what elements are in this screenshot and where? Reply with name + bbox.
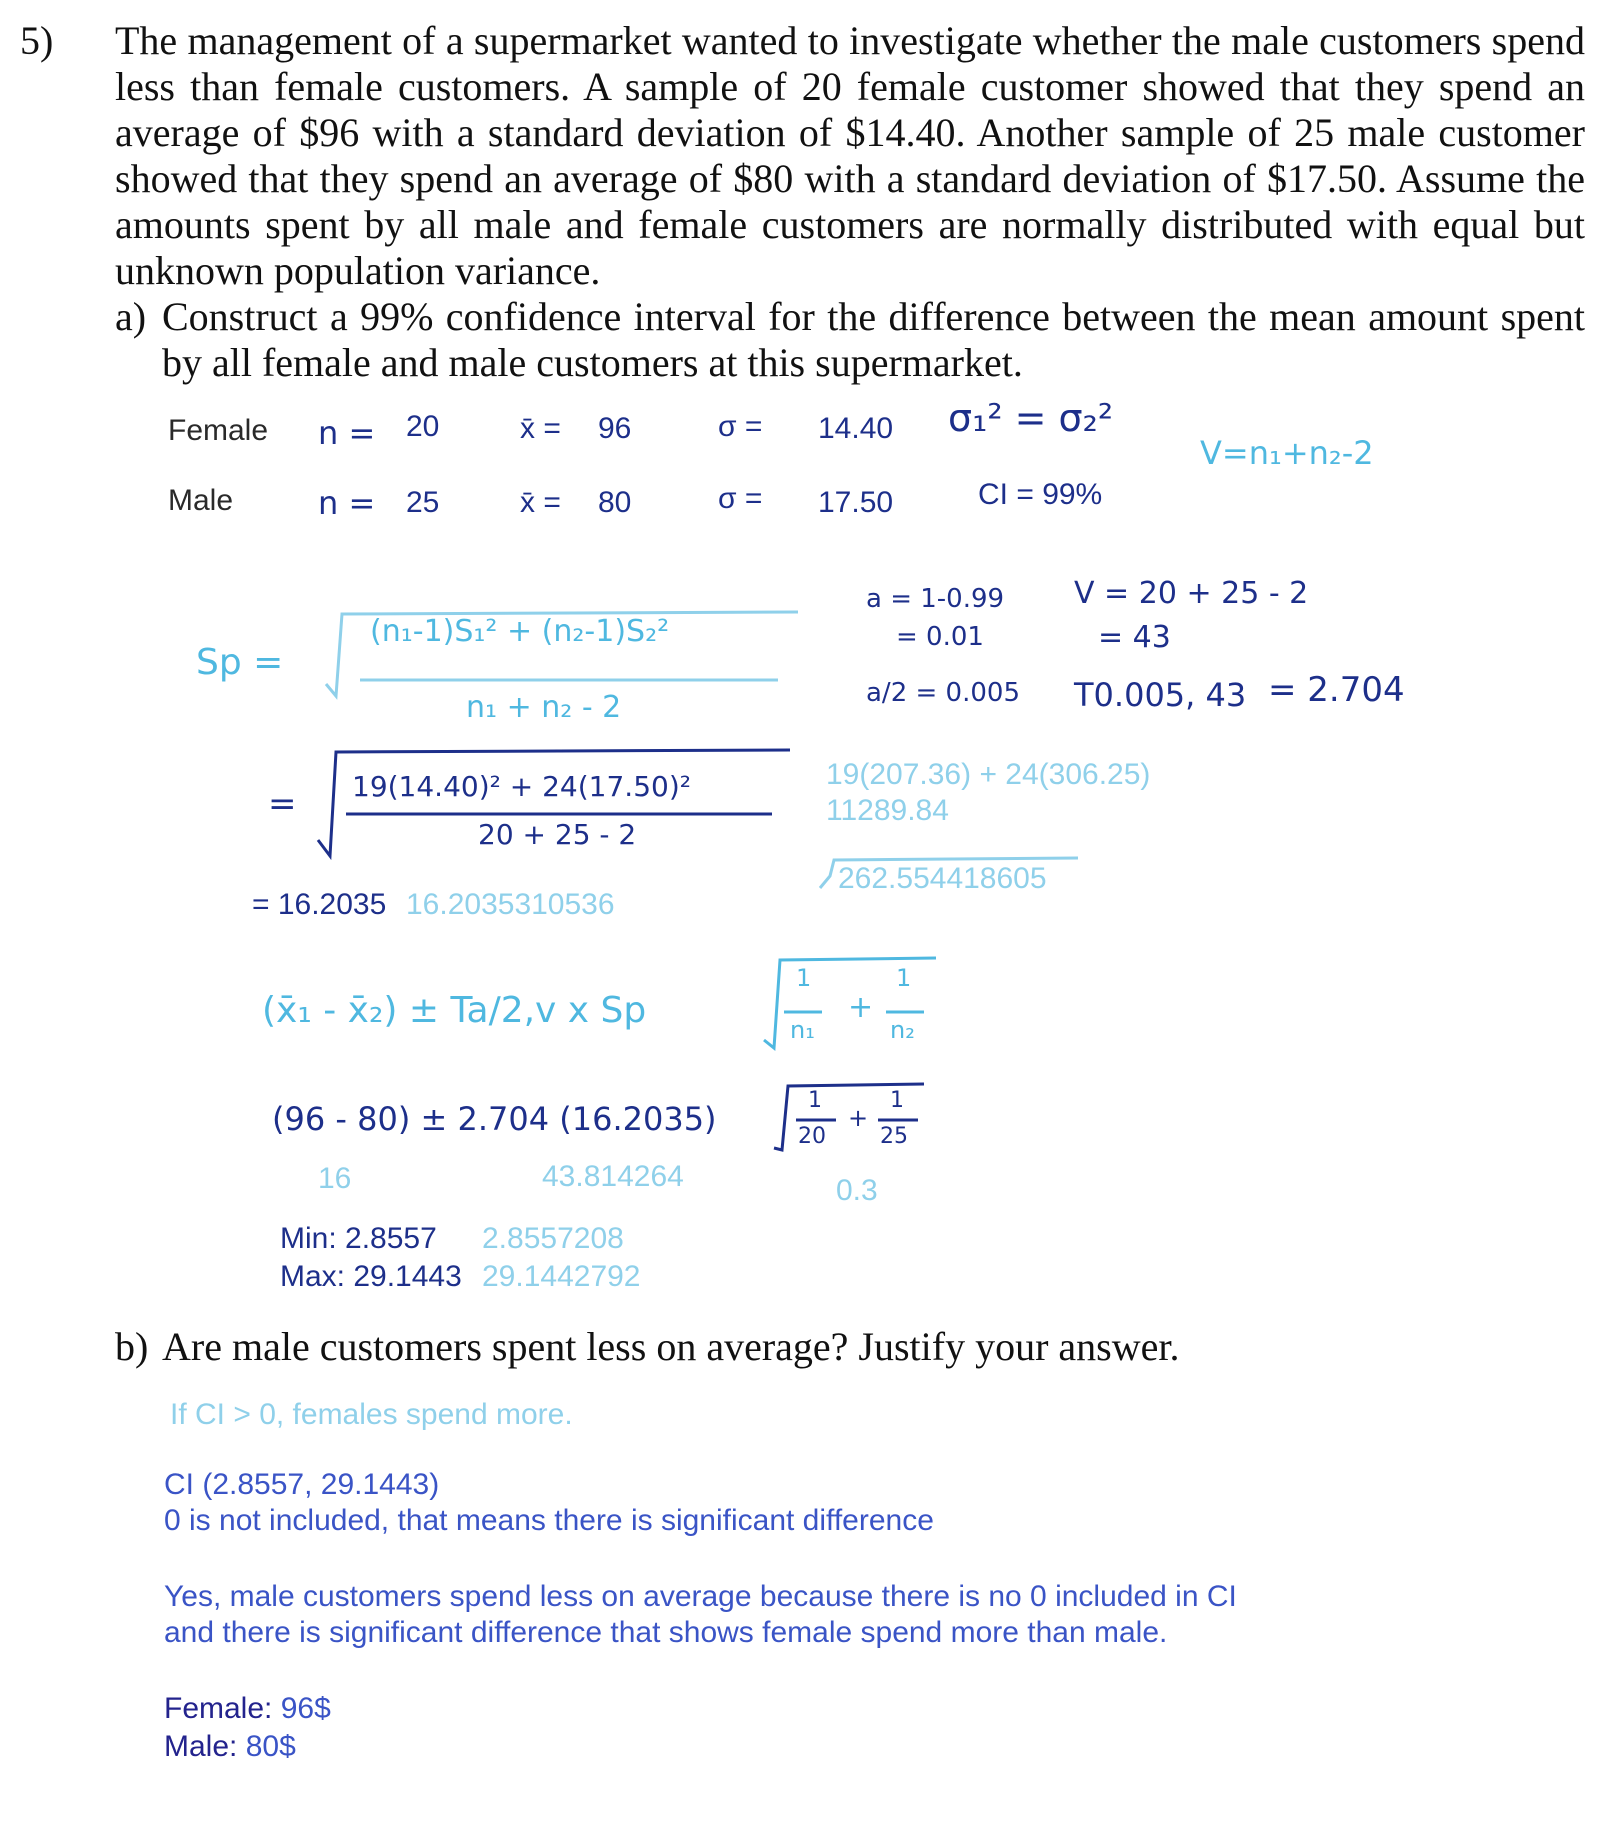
- female-summary-value: 96$: [280, 1692, 331, 1725]
- problem-line: unknown population variance.: [115, 248, 601, 293]
- ci-min-full: 2.8557208: [482, 1222, 624, 1255]
- sqrt-sign: [774, 1084, 924, 1150]
- sigma-symbol: σ =: [718, 410, 763, 443]
- sqrt-sign: [820, 858, 1078, 888]
- problem-line: average of $96 with a standard deviation of $14.40. Another sample of 25 male customer: [115, 110, 1585, 155]
- ci-sub-fraction-denominator: 20: [798, 1124, 826, 1149]
- ci-min: Min: 2.8557: [280, 1222, 437, 1255]
- sp-substituted-numerator: 19(14.40)² + 24(17.50)²: [352, 770, 691, 803]
- alpha-line: = 0.01: [896, 622, 984, 652]
- product-value: 43.814264: [542, 1160, 684, 1193]
- ci-formula: (x̄₁ - x̄₂) ± Ta/2,v x Sp: [262, 990, 647, 1031]
- male-n-value: 25: [406, 486, 440, 519]
- answer-hint: If CI > 0, females spend more.: [170, 1398, 573, 1431]
- answer-ci: CI (2.8557, 29.1443): [164, 1468, 440, 1501]
- ci-max-full: 29.1442792: [482, 1260, 641, 1293]
- female-mean-value: 96: [598, 412, 632, 445]
- df-formula: V=n₁+n₂-2: [1200, 434, 1374, 472]
- ci-substituted: (96 - 80) ± 2.704 (16.2035): [272, 1100, 717, 1138]
- problem-line: The management of a supermarket wanted to investigate whether the male customers spend: [115, 18, 1585, 63]
- n-symbol: n =: [318, 414, 376, 452]
- female-n-value: 20: [406, 410, 440, 443]
- equals-sign: =: [268, 784, 297, 824]
- t-label: T0.005, 43: [1074, 676, 1247, 714]
- part-b-label: b): [115, 1324, 149, 1369]
- problem-line: showed that they spend an average of $80 with a standard deviation of $17.50. Assume the: [115, 156, 1585, 201]
- alpha-line: a = 1-0.99: [866, 584, 1005, 614]
- n-symbol: n =: [318, 484, 376, 522]
- sqrt-sign: [764, 958, 936, 1048]
- xbar-symbol: x̄ =: [520, 412, 561, 445]
- male-sd-value: 17.50: [818, 486, 894, 519]
- male-summary-value: 80$: [245, 1730, 296, 1763]
- df-line: V = 20 + 25 - 2: [1074, 576, 1309, 611]
- t-value: = 2.704: [1268, 670, 1405, 710]
- xbar-symbol: x̄ =: [520, 486, 561, 519]
- half-alpha: a/2 = 0.005: [866, 678, 1020, 708]
- problem-line: less than female customers. A sample of 20 female customer showed that they spend an: [115, 64, 1585, 109]
- ci-max: Max: 29.1443: [280, 1260, 462, 1293]
- male-label: Male: [168, 484, 234, 517]
- ci-formula-fraction-numerator: 1: [796, 964, 812, 992]
- part-a-label: a): [115, 294, 147, 339]
- calc-line: 19(207.36) + 24(306.25): [826, 758, 1151, 791]
- answer-zero-note: 0 is not included, that means there is significant difference: [164, 1504, 934, 1537]
- sqrt-value: 262.554418605: [838, 862, 1047, 895]
- ci-formula-fraction-denominator: n₂: [890, 1016, 915, 1044]
- sqrt-fraction-value: 0.3: [836, 1174, 878, 1207]
- problem-line: amounts spent by all male and female customers are normally distributed with equal but: [115, 202, 1585, 247]
- sp-substituted-denominator: 20 + 25 - 2: [478, 818, 637, 851]
- sp-label: Sp =: [196, 642, 284, 683]
- part-a-line: Construct a 99% confidence interval for the difference between the mean amount spent: [162, 294, 1585, 339]
- df-line: = 43: [1098, 620, 1171, 655]
- sp-formula-numerator: (n₁-1)S₁² + (n₂-1)S₂²: [370, 614, 670, 649]
- equal-variance-note: σ₁² = σ₂²: [948, 396, 1114, 440]
- male-mean-value: 80: [598, 486, 632, 519]
- answer-conclusion: and there is significant difference that shows female spend more than male.: [164, 1616, 1168, 1649]
- part-b-question: Are male customers spent less on average? Justify your answer.: [162, 1324, 1180, 1369]
- question-number: 5): [20, 18, 54, 63]
- male-summary-label: Male:: [164, 1730, 238, 1763]
- part-a-line: by all female and male customers at this supermarket.: [162, 340, 1023, 385]
- sigma-symbol: σ =: [718, 482, 763, 515]
- sp-formula-denominator: n₁ + n₂ - 2: [466, 690, 622, 725]
- ci-formula-fraction-numerator: 1: [896, 964, 912, 992]
- sp-result-full: 16.2035310536: [406, 888, 615, 921]
- female-sd-value: 14.40: [818, 412, 894, 445]
- answer-conclusion: Yes, male customers spend less on average because there is no 0 included in CI: [164, 1580, 1237, 1613]
- plus-sign: +: [848, 990, 874, 1025]
- sqrt-sign: [326, 612, 798, 696]
- difference-value: 16: [318, 1162, 352, 1195]
- female-summary-label: Female:: [164, 1692, 273, 1725]
- sp-result: = 16.2035: [252, 888, 387, 921]
- female-label: Female: [168, 414, 269, 447]
- calc-line: 11289.84: [826, 794, 949, 827]
- ci-sub-fraction-numerator: 1: [808, 1088, 822, 1113]
- ci-formula-fraction-denominator: n₁: [790, 1016, 815, 1044]
- ci-sub-fraction-numerator: 1: [890, 1088, 904, 1113]
- sqrt-sign: [318, 750, 790, 856]
- ci-level: CI = 99%: [978, 478, 1103, 511]
- ci-sub-fraction-denominator: 25: [880, 1124, 908, 1149]
- plus-sign: +: [848, 1104, 869, 1132]
